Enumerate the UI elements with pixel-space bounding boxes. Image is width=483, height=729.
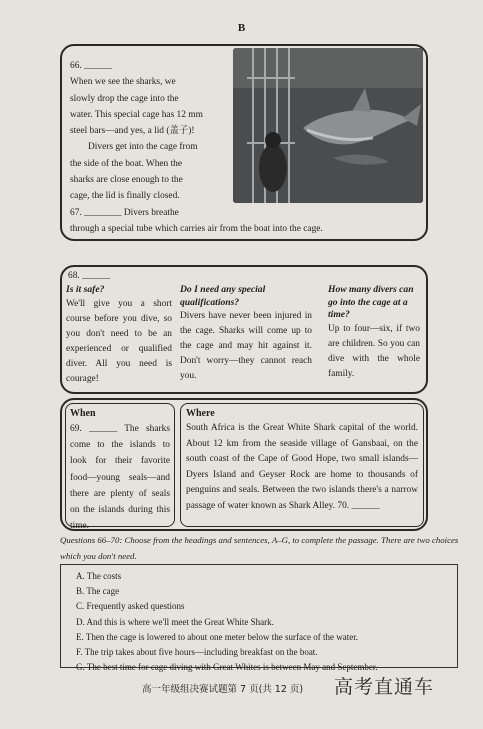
when-where-box <box>60 398 428 531</box>
text-line: sharks are close enough to the <box>70 175 183 186</box>
option-g: G. The best time for cage diving with Great Whites is between May and September. <box>76 662 378 673</box>
where-body: South Africa is the Great White Shark capital of the world. About 12 km from the seaside village of Gansbaai, on the south coast of the Cape of Good Hope, two small islands—Dyers Island and Geyser Rock are home to thousands of penguins and seals. Between the two islands there's a narrow passage of water known as Shark Alley. 70. ______ <box>186 423 418 511</box>
blank-67: 67. ________ Divers breathe <box>70 207 179 218</box>
faq-column-divers <box>328 284 420 382</box>
option-d: D. And this is where we'll meet the Great White Shark. <box>76 616 274 627</box>
when-body: 69. ______ The sharks come to the islands to look for their favorite food—young seals—and there are plenty of seals on the islands during this time. <box>70 424 170 532</box>
blank-66: 66. ______ <box>70 61 113 71</box>
where-heading: Where <box>186 408 215 419</box>
option-f: F. The trip takes about five hours—including breakfast on the boat. <box>76 647 318 658</box>
question-instructions: Questions 66–70: Choose from the headings and sentences, A–G, to complete the passage. There are two choices which you don't need. <box>60 535 459 561</box>
faq-body-divers: Up to four—six, if two are children. So you can dive with the whole family. <box>328 323 420 379</box>
options-box <box>60 564 458 673</box>
when-heading: When <box>70 408 96 419</box>
shark-cage-illustration <box>233 48 423 203</box>
blank-68: 68. ______ <box>68 271 111 281</box>
option-b: B. The cage <box>76 586 120 597</box>
option-c: C. Frequently asked questions <box>76 601 185 612</box>
text-line: When we see the sharks, we <box>70 77 176 88</box>
shark-cage-photo <box>233 48 423 203</box>
text-line: the side of the boat. When the <box>70 158 183 169</box>
where-box <box>180 403 424 527</box>
watermark: 高考直通车 <box>334 676 435 698</box>
page-letter: B <box>237 22 246 34</box>
option-e: E. Then the cage is lowered to about one meter below the surface of the water. <box>76 631 358 642</box>
faq-body-safe: We'll give you a short course before you dive, so you don't need to be an experienced or qualified diver. All you need is courage! <box>66 298 172 384</box>
faq-column-qualifications <box>180 284 312 384</box>
faq-box <box>60 265 428 394</box>
text-line: Divers get into the cage from <box>88 142 198 153</box>
option-a: A. The costs <box>76 571 122 581</box>
text-line: water. This special cage has 12 mm <box>70 109 203 120</box>
faq-heading-safe: Is it safe? <box>66 284 105 295</box>
text-line: slowly drop the cage into the <box>70 93 179 104</box>
text-line: through a special tube which carries air from the boat into the cage. <box>70 223 323 234</box>
page-footer: 高一年级组决赛试题第 7 页(共 12 页) <box>142 684 304 695</box>
when-box <box>65 403 175 532</box>
text-line: steel bars—and yes, a lid (盖子)! <box>70 126 195 137</box>
faq-column-safe <box>66 284 172 387</box>
faq-heading-divers: How many divers can go into the cage at a time? <box>328 284 414 320</box>
passage-text-cage <box>70 58 323 237</box>
text-line: cage, the lid is finally closed. <box>70 191 180 202</box>
faq-heading-qualifications: Do I need any special qualifications? <box>180 284 266 308</box>
faq-body-qualifications: Divers have never been injured in the cage. Sharks will come up to the cage and may hit against it. Don't worry—they cannot reach you. <box>180 311 312 381</box>
